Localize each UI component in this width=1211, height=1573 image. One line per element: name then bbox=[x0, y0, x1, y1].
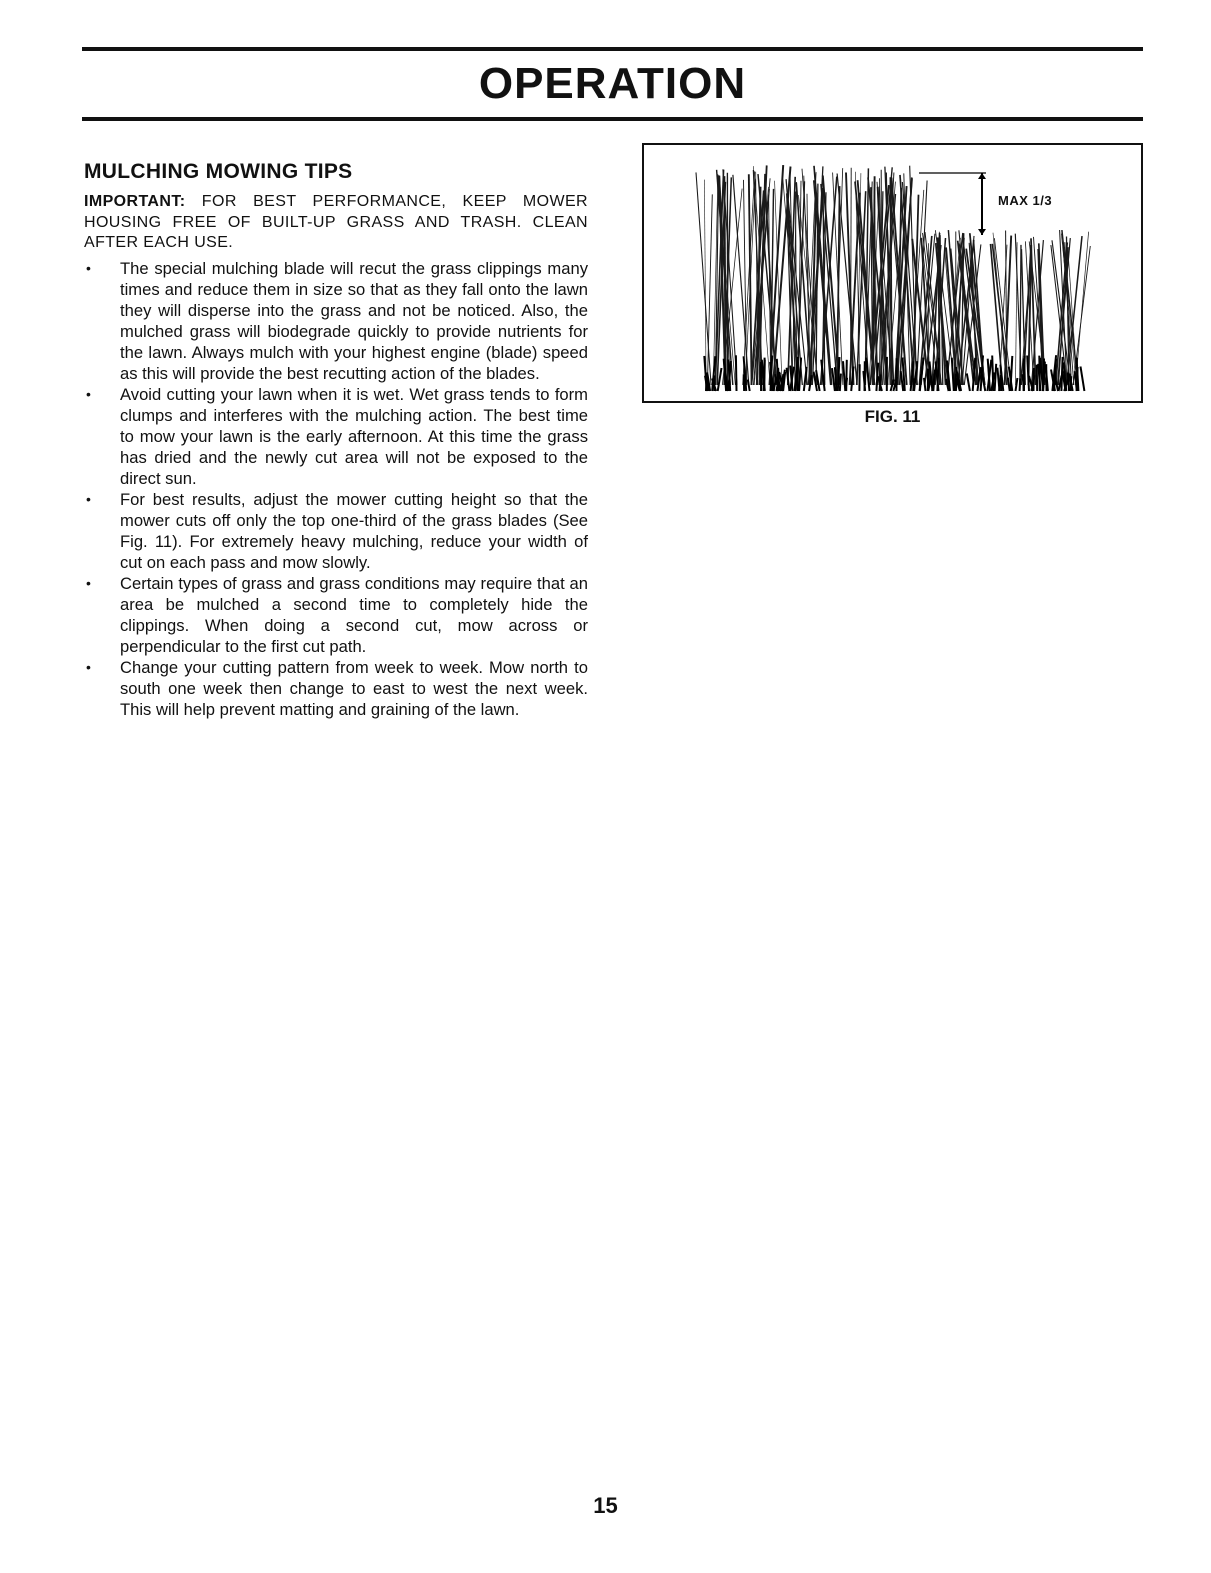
grass-base-stroke bbox=[1020, 378, 1021, 391]
grass-figure bbox=[642, 143, 1143, 403]
grass-base-stroke bbox=[843, 361, 845, 391]
grass-base-stroke bbox=[736, 355, 737, 391]
bullet-icon: • bbox=[86, 490, 91, 507]
grass-base-stroke bbox=[1081, 367, 1085, 392]
section-heading: MULCHING MOWING TIPS bbox=[84, 160, 353, 183]
tips-list bbox=[84, 258, 588, 720]
header-rule-bottom bbox=[82, 117, 1143, 121]
grass-base-stroke bbox=[840, 374, 841, 391]
important-text: FOR BEST PERFORMANCE, KEEP MOWER HOUSING FREE OF BUILT-UP GRASS AND TRASH. CLEAN AFTER EACH USE. bbox=[84, 193, 588, 252]
grass-base-stroke bbox=[1001, 375, 1002, 391]
grass-blade bbox=[696, 172, 711, 385]
list-item bbox=[84, 657, 588, 720]
bullet-icon: • bbox=[86, 658, 91, 675]
grass-base-stroke bbox=[704, 356, 707, 391]
max-height-label: MAX 1/3 bbox=[998, 193, 1053, 208]
mulching-tips-column bbox=[84, 158, 588, 720]
grass-blade bbox=[744, 180, 747, 385]
grass-base-stroke bbox=[995, 364, 997, 391]
list-item-text: Certain types of grass and grass conditions may require that an area be mulched a second time to completely hide the clippings. When doing a second cut, mow across or perpendicular to the first cut path. bbox=[120, 573, 588, 656]
grass-blade bbox=[704, 180, 706, 385]
list-item bbox=[84, 573, 588, 657]
grass-base-stroke bbox=[799, 358, 801, 391]
grass-illustration bbox=[644, 145, 1141, 401]
grass-base-stroke bbox=[764, 360, 765, 391]
list-item-text: For best results, adjust the mower cutting height so that the mower cuts off only the top one-third of the grass blades (See Fig. 11). For extremely heavy mulching, reduce your width of cut on each pass and mow slowly. bbox=[120, 489, 588, 572]
list-item bbox=[84, 384, 588, 489]
grass-blade bbox=[707, 194, 712, 385]
list-item bbox=[84, 489, 588, 573]
header-rule-top bbox=[82, 47, 1143, 51]
grass-base-stroke bbox=[1037, 365, 1038, 391]
figure-caption: FIG. 11 bbox=[864, 407, 921, 426]
list-item-text: The special mulching blade will recut the grass clippings many times and reduce them in size so that as they fall onto the lawn they will disperse into the grass and not be noticed. Also, the mulched grass will biodegrade quickly to provide nutrients for the lawn. Always mulch with your highest engine (blade) speed as this will provide the best recutting action of the blades. bbox=[120, 258, 588, 383]
bullet-icon: • bbox=[86, 259, 91, 276]
grass-base-stroke bbox=[851, 367, 853, 392]
important-notice bbox=[84, 192, 588, 254]
grass-base-stroke bbox=[846, 360, 847, 391]
grass-base-stroke bbox=[1061, 357, 1062, 391]
grass-base-stroke bbox=[1008, 378, 1010, 391]
bullet-icon: • bbox=[86, 385, 91, 402]
list-item-text: Change your cutting pattern from week to week. Mow north to south one week then change to east to west the next week. This will help prevent matting and graining of the lawn. bbox=[120, 657, 588, 719]
page-number: 15 bbox=[593, 1493, 618, 1518]
page-title: OPERATION bbox=[478, 59, 747, 108]
arrow-head-icon bbox=[978, 229, 986, 235]
bullet-icon: • bbox=[86, 574, 91, 591]
grass-base-stroke bbox=[1077, 367, 1078, 391]
arrow-head-icon bbox=[978, 173, 986, 179]
grass-base-stroke bbox=[952, 358, 954, 391]
list-item-text: Avoid cutting your lawn when it is wet. Wet grass tends to form clumps and interferes with the mulching action. The best time to mow your lawn is the early afternoon. At this time the grass has dried and the newly cut area will not be exposed to the direct sun. bbox=[120, 384, 588, 488]
grass-base-stroke bbox=[937, 358, 938, 391]
grass-base-stroke bbox=[967, 373, 970, 391]
grass-base-stroke bbox=[1039, 356, 1040, 391]
grass-blade bbox=[749, 174, 752, 385]
list-item bbox=[84, 258, 588, 384]
grass-base-stroke bbox=[880, 374, 881, 391]
grass-base-stroke bbox=[748, 380, 750, 391]
important-label: IMPORTANT: bbox=[84, 193, 186, 210]
